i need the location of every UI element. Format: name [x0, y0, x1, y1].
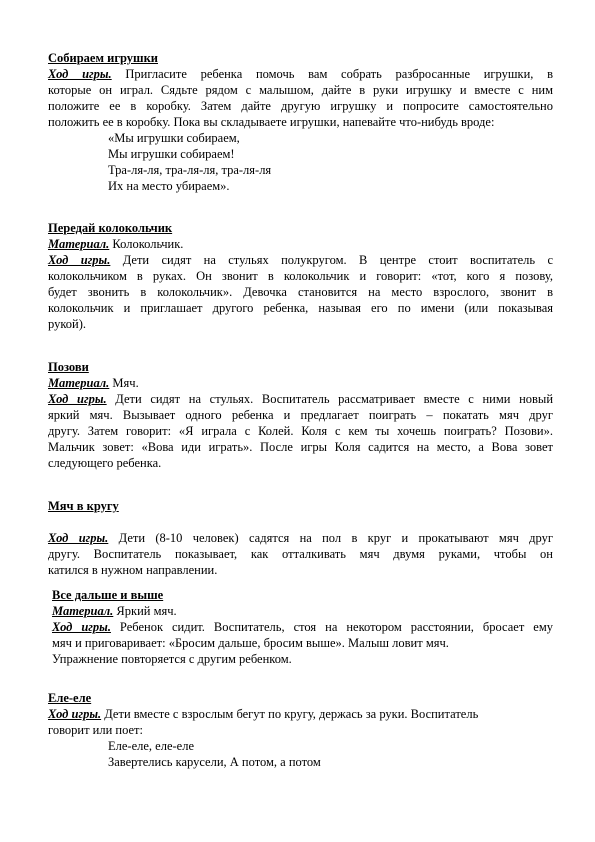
- paragraph-line: Ход игры. Дети (8-10 человек) садятся на пол в круг и прокатывают мяч друг: [48, 531, 554, 545]
- paragraph-line: Ход игры. Дети сидят на стульях полукругом. В центре стоит воспитатель с: [48, 253, 554, 267]
- game-flow-label: Ход игры.: [48, 531, 109, 545]
- verse-line: Еле-еле, еле-еле: [108, 739, 194, 753]
- paragraph-line: другу. Затем говорит: «Я играла с Колей. Коля с кем ты хочешь поиграть? Позови».: [48, 424, 553, 438]
- verse-line: Их на место убираем».: [108, 179, 230, 193]
- section-sobiraem-igrushki: [48, 50, 553, 194]
- paragraph-line: Ход игры. Дети вместе с взрослым бегут по кругу, держась за руки. Воспитатель: [48, 707, 479, 721]
- verse-line: Мы игрушки собираем!: [108, 147, 235, 161]
- paragraph-line: положить ее в коробку. Пока вы складываете игрушки, напевайте что-нибудь вроде:: [48, 115, 495, 129]
- game-flow-label: Ход игры.: [48, 707, 102, 721]
- paragraph-line: катился в нужном направлении.: [48, 563, 218, 577]
- section-peredai-kolokolchik: [48, 220, 553, 332]
- paragraph-line: Мальчик зовет: «Вова иди играть». После игры Коля садится на место, а Вова зовет: [48, 440, 553, 454]
- game-flow-label: Ход игры.: [48, 67, 112, 81]
- section-title: Собираем игрушки: [48, 51, 158, 65]
- paragraph-line: Ход игры. Пригласите ребенка помочь вам собрать разбросанные игрушки, в: [48, 67, 553, 81]
- section-pozovi: [48, 359, 553, 471]
- section-vse-dalshe-i-vyshe: [52, 587, 553, 667]
- verse-line: Тра-ля-ля, тра-ля-ля, тра-ля-ля: [108, 163, 272, 177]
- material-line: Материал. Колокольчик.: [48, 237, 184, 251]
- section-title: Еле-еле: [48, 691, 92, 705]
- material-label: Материал.: [52, 604, 114, 618]
- verse-line: «Мы игрушки собираем,: [108, 131, 240, 145]
- section-title: Все дальше и выше: [52, 588, 164, 602]
- section-myach-v-krugu: [48, 498, 553, 578]
- verse-line: Завертелись карусели, А потом, а потом: [108, 755, 321, 769]
- paragraph-line: Ход игры. Дети сидят на стульях. Воспитатель рассматривает вместе с ними новый: [48, 392, 554, 406]
- paragraph-line: колокольчик и приглашает другого ребенка, называя его по имени (или показывая: [48, 301, 553, 315]
- paragraph-line: Ход игры. Ребенок сидит. Воспитатель, стоя на некотором расстоянии, бросает ему: [52, 620, 553, 634]
- section-title: Позови: [48, 360, 89, 374]
- section-ele-ele: [48, 690, 553, 770]
- game-flow-label: Ход игры.: [48, 253, 111, 267]
- material-line: Материал. Яркий мяч.: [52, 604, 177, 618]
- section-title: Передай колокольчик: [48, 221, 173, 235]
- paragraph-line: рукой).: [48, 317, 87, 331]
- game-flow-label: Ход игры.: [52, 620, 111, 634]
- paragraph-line: положите ее в коробку. Затем дайте другую игрушку и попросите самостоятельно: [48, 99, 553, 113]
- paragraph-line: яркий мяч. Вызывает одного ребенка и предлагает поиграть – покатать мяч друг: [48, 408, 553, 422]
- paragraph-line: говорит или поет:: [48, 723, 143, 737]
- section-title: Мяч в кругу: [48, 499, 119, 513]
- game-flow-label: Ход игры.: [48, 392, 107, 406]
- paragraph-line: мяч и приговаривает: «Бросим дальше, бросим выше». Малыш ловит мяч.: [52, 636, 449, 650]
- paragraph-line: которые он играл. Сядьте рядом с малышом, дайте в руки игрушку и вместе с ним: [48, 83, 553, 97]
- paragraph-line: следующего ребенка.: [48, 456, 162, 470]
- material-label: Материал.: [48, 237, 110, 251]
- paragraph-line: Упражнение повторяется с другим ребенком.: [52, 652, 292, 666]
- paragraph-line: колокольчиком в руках. Он звонит в колокольчик и говорит: «тот, кого я позову,: [48, 269, 553, 283]
- material-label: Материал.: [48, 376, 110, 390]
- paragraph-line: другу. Воспитатель показывает, как отталкивать мяч двумя руками, чтобы он: [48, 547, 553, 561]
- material-line: Материал. Мяч.: [48, 376, 139, 390]
- paragraph-line: будет звонить в колокольчик». Девочка становится на место взрослого, звонит в: [48, 285, 553, 299]
